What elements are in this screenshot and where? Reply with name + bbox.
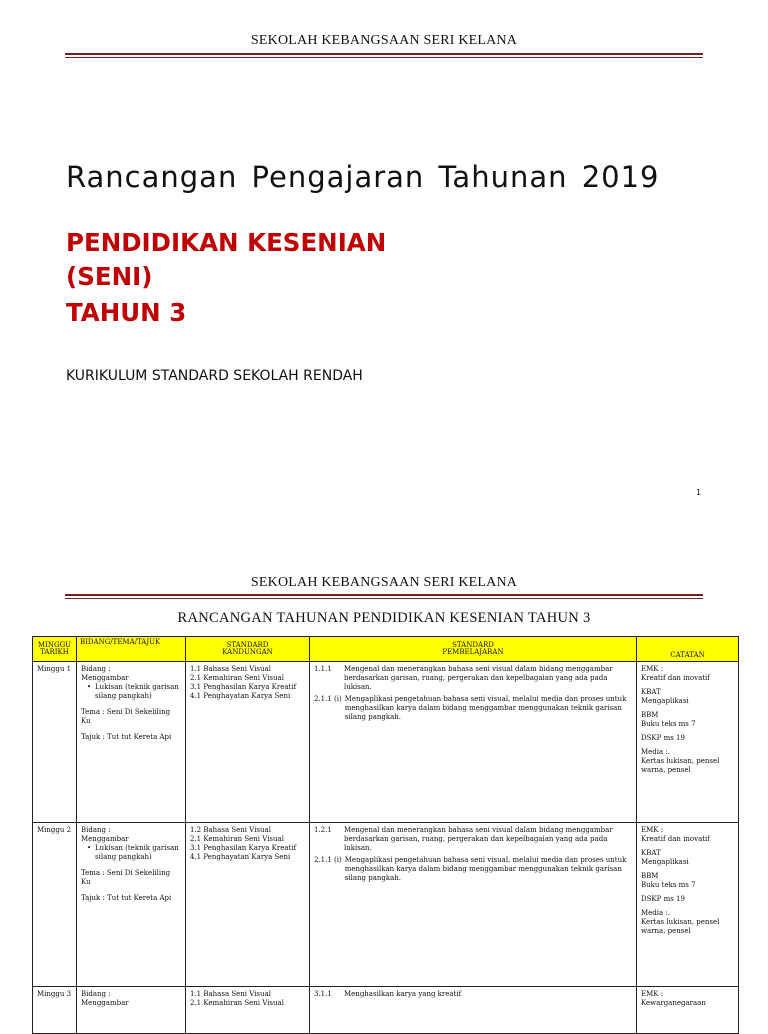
bidang-cell: Bidang : Menggambar	[77, 987, 186, 1034]
school-header: SEKOLAH KEBANGSAAN SERI KELANA	[250, 33, 518, 48]
catatan-cell: EMK : Kewarganegaraan	[637, 987, 739, 1034]
week-cell: Minggu 3	[33, 987, 77, 1034]
week-cell: Minggu 2	[33, 823, 77, 987]
header-rule-thin	[65, 57, 703, 58]
table-row	[33, 823, 739, 987]
page-number: 1	[696, 488, 702, 497]
table-row	[33, 662, 739, 823]
header-bidang: BIDANG/TEMA/TAJUK	[77, 637, 186, 662]
standard-pembelajaran-cell: 1.1.1 Mengenal dan menerangkan bahasa seni visual dalam bidang menggambar berdasarkan garisan, ruang, pergerakan dan kepelbagaian yang ada pada lukisan. 2.1.1 (i) Mengaplikasi pengetahuan bahasa seni visual, melalui media dan proses untuk menghasilkan karya dalam bidang menggambar menggunakan teknik garisan silang pangkah.	[310, 662, 637, 823]
bidang-cell: Bidang : Menggambar • Lukisan (teknik garisan silang pangkah) Tema : Seni Di Sekeliling Ku Tajuk : Tut tut Kereta Api	[77, 823, 186, 987]
standard-kandungan-cell: 1.1 Bahasa Seni Visual 2.1 Kemahiran Seni Visual 3.1 Penghasilan Karya Kreatif 4.1 Penghayatan Karya Seni	[186, 662, 310, 823]
annual-plan-table	[32, 636, 739, 1034]
header-minggu: MINGGU TARIKH	[33, 637, 77, 662]
catatan-cell: EMK : Kreatif dan inovatif KBAT Mengaplikasi BBM Buku teks ms 7 DSKP ms 19 Media :. Kertas lukisan, pensel warna, pensel	[637, 662, 739, 823]
curriculum-label: KURIKULUM STANDARD SEKOLAH RENDAH	[66, 368, 363, 384]
subject-title-line1: PENDIDIKAN KESENIAN	[66, 228, 387, 257]
standard-kandungan-cell: 1.2 Bahasa Seni Visual 2.1 Kemahiran Seni Visual 3.1 Penghasilan Karya Kreatif 4.1 Penghayatan Karya Seni	[186, 823, 310, 987]
header-rule	[65, 594, 703, 596]
table-header-row	[33, 637, 739, 662]
header-catatan: CATATAN	[637, 637, 739, 662]
bullet-icon: •	[87, 683, 92, 691]
catatan-cell: EMK : Kreatif dan inovatif KBAT Mengaplikasi BBM Buku teks ms 7 DSKP ms 19 Media :. Kertas lukisan, pensel warna, pensel	[637, 823, 739, 987]
table-row	[33, 987, 739, 1034]
header-rule	[65, 53, 703, 55]
plan-page	[0, 535, 768, 1024]
table-title: RANCANGAN TAHUNAN PENDIDIKAN KESENIAN TAHUN 3	[177, 610, 591, 626]
standard-pembelajaran-cell: 1.2.1 Mengenal dan menerangkan bahasa seni visual dalam bidang menggambar berdasarkan garisan, ruang, pergerakan dan kepelbagaian yang ada pada lukisan. 2.1.1 (i) Mengaplikasi pengetahuan bahasa seni visual, melalui media dan proses untuk menghasilkan karya dalam bidang menggambar menggunakan teknik garisan silang pangkah.	[310, 823, 637, 987]
week-cell: Minggu 1	[33, 662, 77, 823]
bidang-cell: Bidang : Menggambar • Lukisan (teknik garisan silang pangkah) Tema : Seni Di Sekeliling Ku Tajuk : Tut tut Kereta Api	[77, 662, 186, 823]
standard-kandungan-cell: 1.1 Bahasa Seni Visual 2.1 Kemahiran Seni Visual	[186, 987, 310, 1034]
main-title: Rancangan Pengajaran Tahunan 2019	[66, 160, 660, 194]
standard-pembelajaran-cell: 3.1.1 Menghasilkan karya yang kreatif	[310, 987, 637, 1034]
bullet-icon: •	[87, 844, 92, 852]
school-header: SEKOLAH KEBANGSAAN SERI KELANA	[250, 575, 518, 590]
header-standard-pembelajaran: STANDARD PEMBELAJARAN	[310, 637, 637, 662]
subject-title-line2: (SENI)	[66, 262, 153, 291]
header-standard-kandungan: STANDARD KANDUNGAN	[186, 637, 310, 662]
header-rule-thin	[65, 598, 703, 599]
subject-title-line3: TAHUN 3	[66, 298, 187, 327]
